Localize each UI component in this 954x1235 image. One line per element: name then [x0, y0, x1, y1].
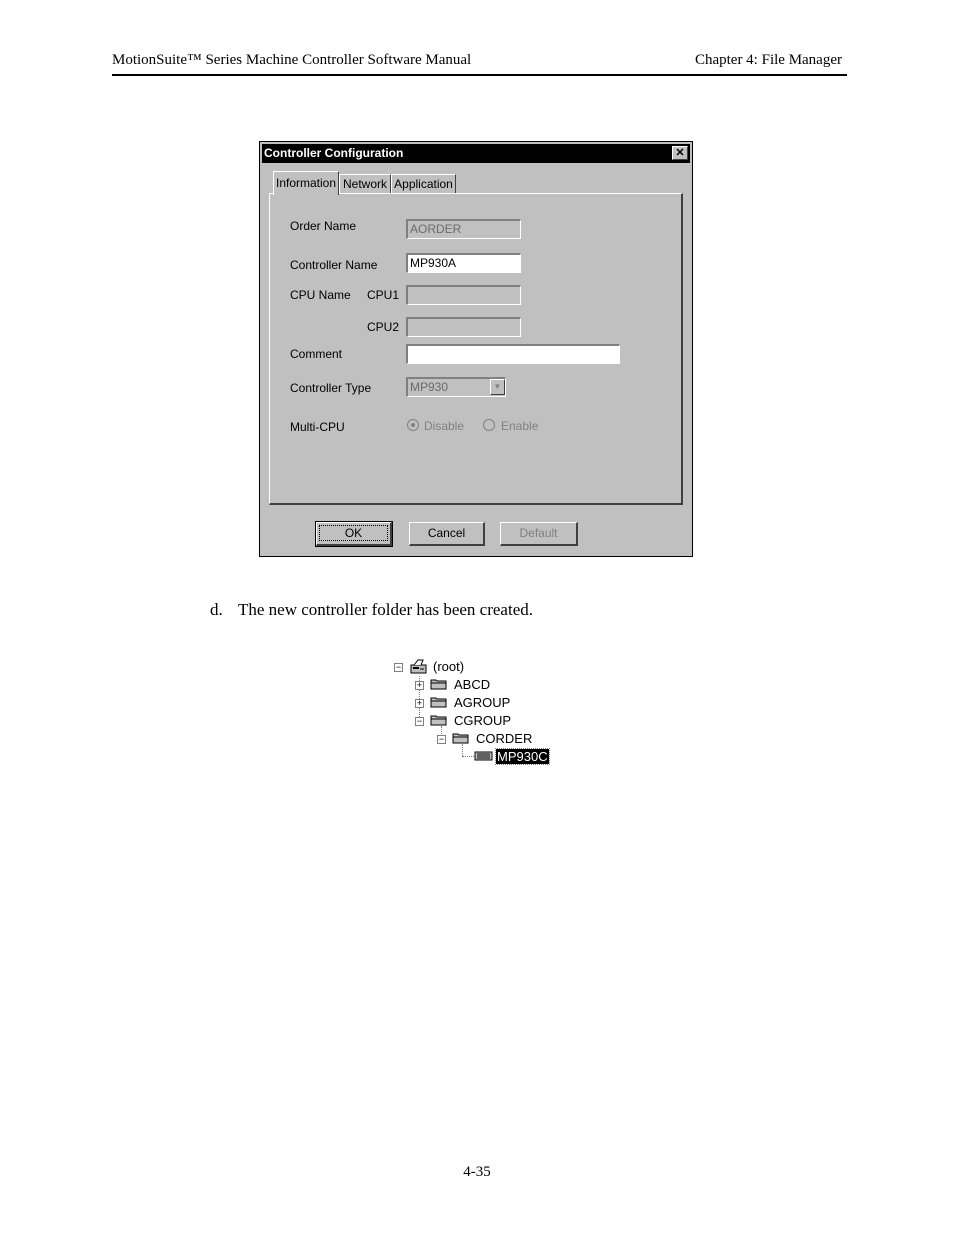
- tree-line: [462, 756, 474, 757]
- expand-icon[interactable]: +: [416, 680, 423, 690]
- controller-type-label: Controller Type: [290, 381, 372, 395]
- folder-icon: [430, 696, 447, 708]
- dialog-titlebar: [262, 144, 690, 163]
- cpu2-label: CPU2: [367, 320, 400, 334]
- ok-button-label: OK: [319, 525, 388, 541]
- tree-item-agroup[interactable]: AGROUP: [454, 695, 511, 710]
- cpu1-label: CPU1: [367, 288, 400, 302]
- close-icon[interactable]: ✕: [672, 146, 688, 160]
- tab-information[interactable]: Information: [273, 171, 339, 195]
- folder-icon: [430, 714, 447, 726]
- comment-input[interactable]: [406, 344, 620, 364]
- step-letter: d.: [210, 600, 223, 619]
- radio-selected-dot: [411, 423, 415, 427]
- default-button: Default: [500, 522, 578, 546]
- controller-icon: [474, 750, 494, 762]
- collapse-icon[interactable]: −: [438, 734, 445, 744]
- cpu2-input: [406, 317, 521, 337]
- step-paragraph: [210, 600, 533, 620]
- cpu-name-label: CPU Name: [290, 288, 351, 302]
- controller-root-icon: [409, 659, 429, 675]
- cpu1-input: [406, 285, 521, 305]
- comment-label: Comment: [290, 347, 343, 361]
- controller-configuration-dialog: [259, 141, 693, 557]
- step-text: The new controller folder has been created.: [238, 600, 533, 619]
- selected-item-label: MP930C: [497, 749, 548, 764]
- expand-icon[interactable]: +: [416, 698, 423, 708]
- tree-item-root[interactable]: (root): [433, 659, 465, 674]
- header-rule: [112, 74, 847, 76]
- folder-icon: [430, 678, 447, 690]
- order-name-field: AORDER: [406, 219, 521, 239]
- tree-line: [462, 744, 463, 756]
- page-number: 4-35: [463, 1164, 491, 1180]
- cancel-button[interactable]: Cancel: [409, 522, 485, 546]
- dialog-title: Controller Configuration: [264, 146, 404, 160]
- controller-name-input[interactable]: MP930A: [406, 253, 521, 273]
- disable-radio: [407, 419, 419, 431]
- enable-radio: [483, 419, 495, 431]
- controller-name-label: Controller Name: [290, 258, 378, 272]
- tree-item-cgroup[interactable]: CGROUP: [454, 713, 512, 728]
- controller-type-select: [406, 377, 506, 397]
- tab-network[interactable]: Network: [339, 174, 391, 194]
- enable-radio-label: Enable: [501, 419, 539, 433]
- collapse-icon[interactable]: −: [416, 716, 423, 726]
- page-header-left: MotionSuite™ Series Machine Controller Software Manual: [112, 52, 472, 68]
- tree-item-mp930c[interactable]: [496, 749, 549, 764]
- tab-application[interactable]: Application: [391, 174, 456, 194]
- ok-button[interactable]: [316, 522, 392, 546]
- tree-item-abcd[interactable]: ABCD: [454, 677, 491, 692]
- page-header-right: Chapter 4: File Manager: [694, 52, 842, 68]
- multi-cpu-label: Multi-CPU: [290, 420, 345, 434]
- controller-type-value: MP930: [410, 380, 449, 394]
- folder-icon: [452, 732, 469, 744]
- order-name-label: Order Name: [290, 219, 357, 233]
- chevron-down-icon: ▼: [490, 379, 505, 395]
- collapse-icon[interactable]: −: [395, 662, 402, 672]
- disable-radio-label: Disable: [424, 419, 465, 433]
- tree-item-corder[interactable]: CORDER: [476, 731, 533, 746]
